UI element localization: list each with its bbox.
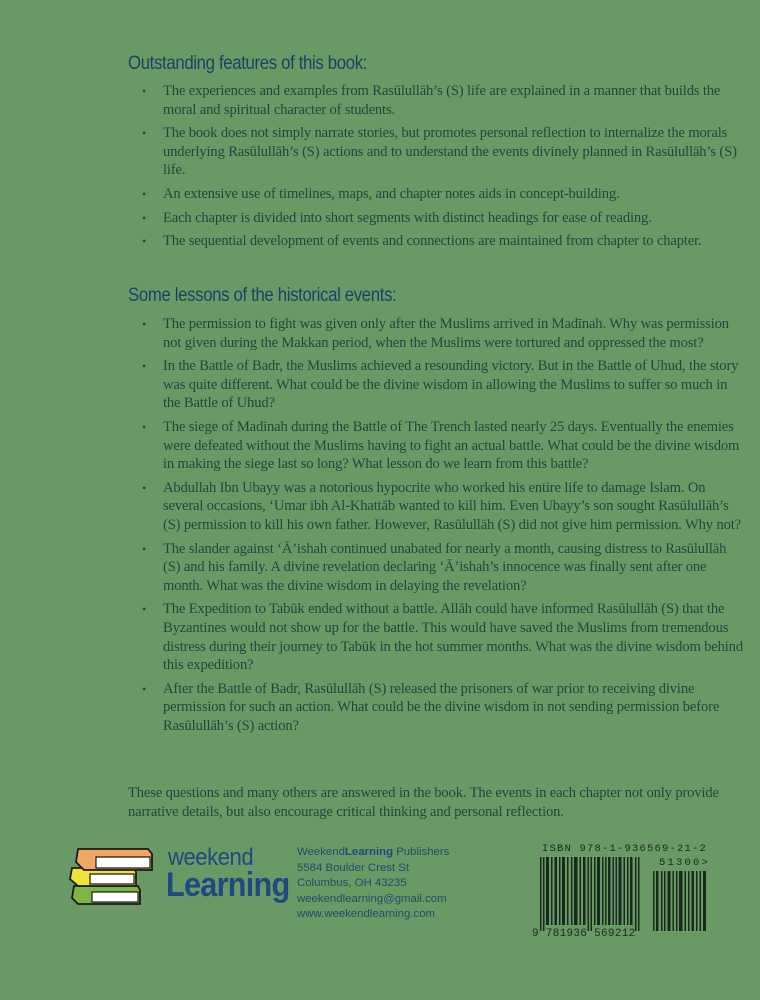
publisher-info [297,845,449,923]
list-item: • The permission to fight was given only after the Muslims arrived in Madīnah. Why was permission not given during the Makkan period, when the Muslims were tortured and oppressed the most? [142,316,729,351]
list-item: • An extensive use of timelines, maps, and chapter notes aids in concept-building. [142,185,620,202]
ean-digits: 9 781936 569212 [532,928,636,940]
bullet-icon: • [142,480,147,495]
closing-paragraph: These questions and many others are answered in the book. The events in each chapter not only provide narrative details, but also encourage critical thinking and personal reflection. [128,785,719,820]
stacked-books-icon [68,846,158,908]
list-item: • The experiences and examples from Rasūlullāh’s (S) life are explained in a manner that builds the moral and spiritual character of students. [142,83,721,118]
features-heading: Outstanding features of this book: [128,52,368,74]
bullet-icon: • [142,210,147,225]
publisher-email: weekendlearning@gmail.com [297,892,447,905]
list-item: • Abdullah Ibn Ubayy was a notorious hypocrite who worked his entire life to damage Islam. On several occasions, ‘Umar ibh Al-Khattāb wanted to kill him. Even Ubayy’s son sought Rasūlullāh’s (S) permission to kill his own father. However, Rasūlullāh (S) did not give him permission. Why not? [142,479,741,533]
publisher-address-street: 5584 Boulder Crest St [297,861,410,874]
bullet-icon: • [142,234,147,249]
publisher-name: WeekendLearning Publishers [297,846,450,858]
list-item: • In the Battle of Badr, the Muslims achieved a resounding victory. But in the Battle of Uhud, the story was quite different. What could be the divine wisdom in allowing the Muslims to suffer so much in the Battle of Uhud? [142,358,739,412]
lessons-list [142,315,744,740]
bullet-icon: • [142,602,147,617]
features-list [142,82,744,256]
bullet-icon: • [142,84,147,98]
publisher-website: www.weekendlearning.com [297,908,436,921]
lessons-heading: Some lessons of the historical events: [128,284,397,306]
barcode-bars-addon [653,871,707,931]
bullet-icon: • [142,541,147,556]
list-item: • The slander against ‘Ā’ishah continued unabated for nearly a month, causing distress to Rasūlullāh (S) and his family. A divine revelation declaring ‘Ā’ishah’s innocence was finally sent after one month. What was the divine wisdom in delaying the revelation? [142,540,727,594]
list-item: • The siege of Madinah during the Battle of The Trench lasted nearly 25 days. Eventually the enemies were defeated without the Muslims having to fight an actual battle. What could be the divine wisdom in making the siege last so long? What lesson do we learn from this battle? [142,418,740,473]
price-code: 51300> [659,857,711,869]
list-item: • The Expedition to Tabūk ended without a battle. Allāh could have informed Rasūlullāh (S) that the Byzantines would not show up for the battle. This would have saved the Muslims from tremendous distress during their journey to Tabūk in the hot summer months. What was the divine wisdom behind this expedition? [142,601,743,674]
logo-text-learning: Learning [166,866,290,904]
bullet-icon: • [142,359,147,374]
list-item: • Each chapter is divided into short segments with distinct headings for ease of reading. [142,209,652,226]
logo-text-weekend: weekend [168,844,254,871]
bullet-icon: • [142,126,147,141]
bullet-icon: • [142,317,147,331]
bullet-icon: • [142,186,147,201]
bullet-icon: • [142,681,147,696]
list-item: • After the Battle of Badr, Rasūlullāh (S) released the prisoners of war prior to receiving divine permission for such an action. What could be the divine wisdom in not sending permission before Rasūlullāh’s (S) action? [142,680,720,734]
list-item: • The sequential development of events and connections are maintained from chapter to chapter. [142,233,702,250]
barcode-bars-main [540,857,640,931]
isbn-barcode [532,843,722,943]
publisher-address-city: Columbus, OH 43235 [297,877,407,890]
isbn-label: ISBN 978-1-936569-21-2 [542,843,708,855]
publisher-logo [68,846,288,908]
bullet-icon: • [142,419,147,434]
list-item: • The book does not simply narrate stories, but promotes personal reflection to internalize the morals underlying Rasūlullāh’s (S) actions and to understand the events divinely planned in Rasūlullāh’s (S) life. [142,125,737,179]
